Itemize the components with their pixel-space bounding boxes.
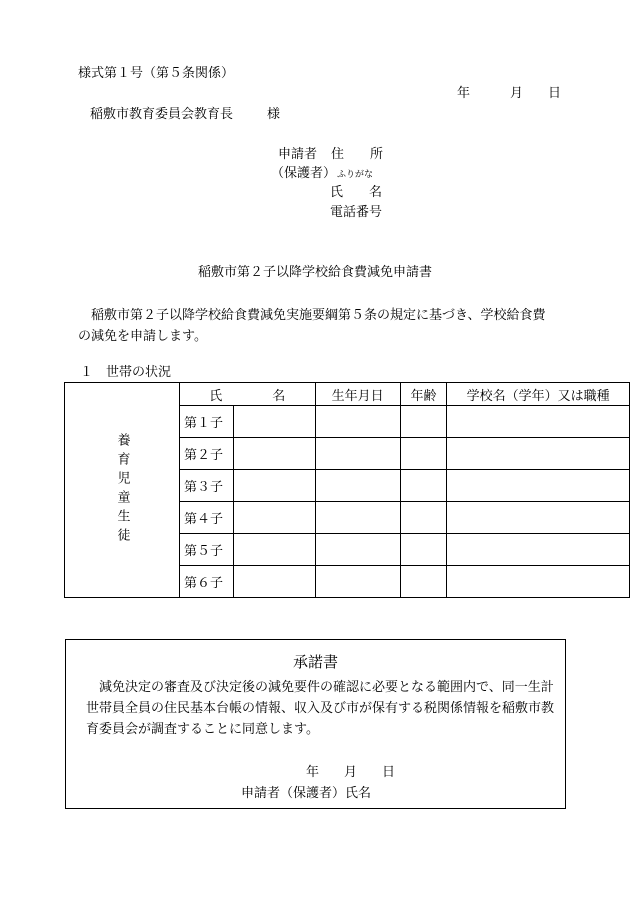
consent-signature-label: 申請者（保護者）氏名 bbox=[241, 786, 372, 801]
child-dob-cell[interactable] bbox=[315, 566, 400, 598]
header-school: 学校名（学年）又は職種 bbox=[447, 383, 630, 406]
applicant-address-row bbox=[278, 148, 383, 161]
address-label: 住 所 bbox=[331, 147, 384, 162]
child-school-cell[interactable] bbox=[447, 566, 630, 598]
child-name-cell[interactable] bbox=[234, 406, 315, 438]
child-label: 第３子 bbox=[180, 470, 234, 502]
consent-date-year: 年 bbox=[306, 765, 320, 780]
child-name-cell[interactable] bbox=[234, 566, 315, 598]
header-name bbox=[180, 383, 316, 406]
child-school-cell[interactable] bbox=[447, 502, 630, 534]
date-year-label: 年 bbox=[457, 86, 471, 101]
child-age-cell[interactable] bbox=[400, 438, 447, 470]
consent-title: 承諾書 bbox=[292, 653, 338, 671]
addressee bbox=[90, 108, 280, 121]
consent-date-month: 月 bbox=[344, 765, 358, 780]
child-name-cell[interactable] bbox=[234, 470, 315, 502]
application-statement: 稲敷市第２子以降学校給食費減免実施要綱第５条の規定に基づき、学校給食費の減免を申請します。 bbox=[78, 308, 546, 344]
consent-date-day: 日 bbox=[382, 765, 396, 780]
child-age-cell[interactable] bbox=[400, 406, 447, 438]
child-dob-cell[interactable] bbox=[315, 406, 400, 438]
header-age: 年齢 bbox=[400, 383, 447, 406]
addressee-name: 稲敷市教育委員会教育長 bbox=[90, 107, 234, 122]
name-label: 氏 名 bbox=[330, 185, 383, 200]
consent-date bbox=[306, 761, 395, 780]
table-header-row bbox=[65, 383, 630, 406]
applicant-label: 申請者 bbox=[278, 147, 318, 162]
section-household-heading: １ 世帯の状況 bbox=[80, 365, 172, 380]
header-name-part2: 名 bbox=[272, 388, 286, 404]
child-label: 第４子 bbox=[180, 502, 234, 534]
date-month-label: 月 bbox=[510, 86, 524, 101]
household-table bbox=[64, 382, 630, 598]
child-school-cell[interactable] bbox=[447, 534, 630, 566]
child-dob-cell[interactable] bbox=[315, 438, 400, 470]
consent-box bbox=[65, 639, 566, 809]
child-label: 第２子 bbox=[180, 438, 234, 470]
child-age-cell[interactable] bbox=[400, 534, 447, 566]
child-dob-cell[interactable] bbox=[315, 502, 400, 534]
child-name-cell[interactable] bbox=[234, 438, 315, 470]
child-age-cell[interactable] bbox=[400, 566, 447, 598]
header-name-part1: 氏 bbox=[209, 388, 223, 404]
date-day-label: 日 bbox=[548, 86, 562, 101]
furigana-label: ふりがな bbox=[337, 170, 374, 180]
child-label: 第６子 bbox=[180, 566, 234, 598]
consent-body: 減免決定の審査及び決定後の減免要件の確認に必要となる範囲内で、同一生計世帯員全員の住民基本台帳の情報、収入及び市が保有する税関係情報を稲敷市教育委員会が調査することに同意します。 bbox=[86, 680, 555, 737]
form-number: 様式第１号（第５条関係） bbox=[78, 66, 235, 81]
document-title: 稲敷市第２子以降学校給食費減免申請書 bbox=[197, 265, 432, 280]
child-dob-cell[interactable] bbox=[315, 534, 400, 566]
child-school-cell[interactable] bbox=[447, 470, 630, 502]
child-label: 第５子 bbox=[180, 534, 234, 566]
honorific: 様 bbox=[267, 107, 281, 122]
phone-label: 電話番号 bbox=[330, 205, 383, 220]
child-name-cell[interactable] bbox=[234, 502, 315, 534]
application-date bbox=[457, 87, 561, 100]
child-label: 第１子 bbox=[180, 406, 234, 438]
child-age-cell[interactable] bbox=[400, 470, 447, 502]
child-school-cell[interactable] bbox=[447, 406, 630, 438]
header-dob: 生年月日 bbox=[315, 383, 400, 406]
child-name-cell[interactable] bbox=[234, 534, 315, 566]
side-label: 養育児童生徒 bbox=[65, 383, 180, 598]
child-dob-cell[interactable] bbox=[315, 470, 400, 502]
child-school-cell[interactable] bbox=[447, 438, 630, 470]
child-age-cell[interactable] bbox=[400, 502, 447, 534]
guardian-label: （保護者） bbox=[271, 166, 337, 181]
